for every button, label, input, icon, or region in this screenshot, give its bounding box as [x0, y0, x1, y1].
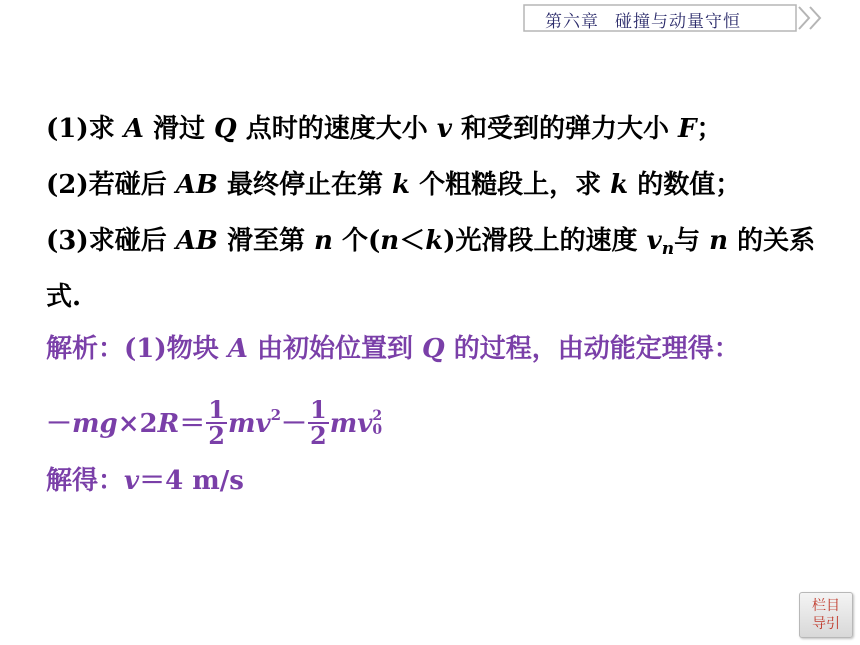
q2-text: (2)若碰后	[46, 170, 176, 200]
eq-superscript: 2	[270, 406, 281, 424]
section-nav-button[interactable]	[799, 592, 853, 638]
fraction-half	[206, 395, 227, 450]
result-var: v	[124, 466, 140, 496]
q1-text: 点时的速度大小	[236, 114, 437, 144]
question-3-continued: 式.	[46, 282, 82, 312]
q3-var: k	[425, 226, 444, 256]
q2-var: k	[610, 170, 629, 200]
eq-sign: －	[46, 409, 73, 439]
q3-var: v	[646, 226, 662, 256]
result-text: 解得：	[46, 466, 125, 496]
q3-text: 个(	[332, 226, 381, 256]
chapter-number: 第六章	[545, 12, 599, 32]
nav-label-line1: 栏目	[812, 598, 840, 614]
q3-text: 与	[674, 226, 710, 256]
eq-var: mv	[329, 409, 373, 439]
chapter-name: 碰撞与动量守恒	[615, 12, 741, 32]
eq-supsub	[372, 409, 382, 437]
q3-var: n	[709, 226, 729, 256]
q2-var: k	[392, 170, 411, 200]
q1-text: ；	[696, 114, 723, 144]
question-2	[46, 170, 741, 200]
chapter-title	[545, 7, 741, 32]
energy-equation	[46, 390, 382, 450]
q3-text: (3)求碰后	[46, 226, 176, 256]
answer-intro	[46, 334, 740, 364]
fraction-half	[308, 395, 329, 450]
q3-text: )光滑段上的速度	[443, 226, 647, 256]
result-value: ＝4 m/s	[139, 466, 244, 496]
q3-var: n	[314, 226, 333, 256]
q3-subscript: n	[661, 239, 675, 259]
eq-sign: －	[281, 409, 308, 439]
q2-text: 最终停止在第	[217, 170, 393, 200]
q2-var: AB	[175, 170, 218, 200]
q3-text: 滑至第	[217, 226, 315, 256]
answer-text: 的过程，由动能定理得：	[444, 334, 740, 364]
answer-text: 由初始位置到	[247, 334, 423, 364]
eq-var: mv	[227, 409, 271, 439]
chapter-header	[523, 4, 823, 32]
q1-text: 和受到的弹力大小	[451, 114, 679, 144]
answer-var: A	[227, 334, 248, 364]
q3-var: n	[380, 226, 400, 256]
q1-var: v	[436, 114, 452, 144]
eq-sign: ＝	[179, 409, 206, 439]
eq-subscript: 0	[372, 422, 383, 438]
q1-text: 滑过	[143, 114, 215, 144]
fraction-numerator: 1	[208, 395, 225, 424]
q2-text: 个粗糙段上，求	[410, 170, 611, 200]
fraction-denominator: 2	[208, 421, 225, 450]
q2-text: 的数值；	[628, 170, 742, 200]
fraction-numerator: 1	[310, 395, 327, 424]
q1-var: F	[678, 114, 697, 144]
question-1	[46, 114, 723, 144]
question-3	[46, 226, 815, 264]
q3-text: 的关系	[728, 226, 816, 256]
q1-var: A	[123, 114, 144, 144]
eq-var: R	[157, 409, 180, 439]
nav-label-line2: 导引	[812, 616, 840, 632]
answer-result	[46, 466, 244, 496]
q3-text: ＜	[399, 226, 426, 256]
eq-superscript: 2	[372, 408, 383, 424]
q1-var: Q	[214, 114, 237, 144]
answer-text: 解析：(1)物块	[46, 334, 228, 364]
q3-var: AB	[175, 226, 218, 256]
eq-var: mg	[72, 409, 118, 439]
fraction-denominator: 2	[310, 421, 327, 450]
q1-text: (1)求	[46, 114, 124, 144]
answer-var: Q	[422, 334, 445, 364]
eq-text: ×2	[117, 409, 158, 439]
